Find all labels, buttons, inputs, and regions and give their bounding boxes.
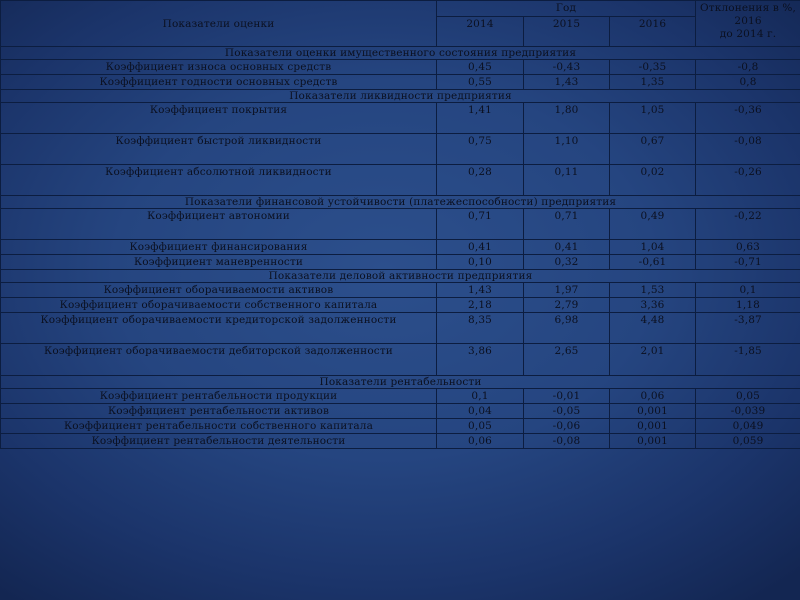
- indicator-name: Коэффициент рентабельности собственного капитала: [1, 419, 437, 434]
- table-row: [1, 344, 800, 376]
- table-row: [1, 60, 800, 75]
- value-2016: 0,06: [610, 389, 696, 404]
- value-deviation: 1,18: [696, 298, 800, 313]
- value-2014: 2,18: [437, 298, 524, 313]
- indicator-name: Коэффициент быстрой ликвидности: [1, 134, 437, 165]
- value-deviation: 0,059: [696, 434, 800, 449]
- section-title: Показатели оценки имущественного состояния предприятия: [1, 47, 800, 60]
- indicator-name: Коэффициент финансирования: [1, 240, 437, 255]
- table-body: [1, 1, 800, 449]
- value-2015: -0,06: [524, 419, 610, 434]
- value-2016: 1,04: [610, 240, 696, 255]
- indicator-name: Коэффициент маневренности: [1, 255, 437, 270]
- value-deviation: -0,26: [696, 165, 800, 196]
- value-2016: 2,01: [610, 344, 696, 376]
- value-2016: -0,61: [610, 255, 696, 270]
- header-year-2015: 2015: [524, 17, 610, 47]
- indicator-name: Коэффициент оборачиваемости дебиторской задолженности: [1, 344, 437, 376]
- value-2014: 1,43: [437, 283, 524, 298]
- section-row: [1, 196, 800, 209]
- table-row: [1, 283, 800, 298]
- table-row: [1, 389, 800, 404]
- value-deviation: 0,8: [696, 75, 800, 90]
- header-deviation: Отклонения в %, 2016 до 2014 г.: [696, 1, 800, 47]
- value-2016: 0,02: [610, 165, 696, 196]
- value-deviation: -0,71: [696, 255, 800, 270]
- value-2016: 0,67: [610, 134, 696, 165]
- value-deviation: -0,22: [696, 209, 800, 240]
- value-deviation: -0,36: [696, 103, 800, 134]
- value-2014: 0,10: [437, 255, 524, 270]
- value-2016: -0,35: [610, 60, 696, 75]
- value-2015: 0,41: [524, 240, 610, 255]
- value-2015: 2,65: [524, 344, 610, 376]
- value-2014: 3,86: [437, 344, 524, 376]
- value-2014: 0,55: [437, 75, 524, 90]
- value-deviation: -0,039: [696, 404, 800, 419]
- value-2014: 0,75: [437, 134, 524, 165]
- header-year: Год: [437, 1, 696, 17]
- header-indicators: Показатели оценки: [1, 1, 437, 47]
- section-title: Показатели рентабельности: [1, 376, 800, 389]
- table-row: [1, 165, 800, 196]
- indicator-name: Коэффициент рентабельности продукции: [1, 389, 437, 404]
- table-row: [1, 240, 800, 255]
- value-2014: 0,71: [437, 209, 524, 240]
- value-2014: 8,35: [437, 313, 524, 344]
- table-row: [1, 134, 800, 165]
- value-2014: 0,05: [437, 419, 524, 434]
- value-2016: 4,48: [610, 313, 696, 344]
- table-row: [1, 404, 800, 419]
- value-2016: 1,05: [610, 103, 696, 134]
- section-row: [1, 47, 800, 60]
- indicator-name: Коэффициент покрытия: [1, 103, 437, 134]
- indicator-name: Коэффициент автономии: [1, 209, 437, 240]
- table-row: [1, 255, 800, 270]
- value-2015: 2,79: [524, 298, 610, 313]
- value-2016: 0,001: [610, 404, 696, 419]
- value-2016: 1,35: [610, 75, 696, 90]
- value-2015: -0,43: [524, 60, 610, 75]
- value-2014: 0,45: [437, 60, 524, 75]
- header-row: [1, 1, 800, 17]
- value-deviation: -0,8: [696, 60, 800, 75]
- value-deviation: -1,85: [696, 344, 800, 376]
- value-2014: 0,41: [437, 240, 524, 255]
- value-2015: 1,97: [524, 283, 610, 298]
- value-2016: 0,001: [610, 434, 696, 449]
- section-title: Показатели финансовой устойчивости (платежеспособности) предприятия: [1, 196, 800, 209]
- header-year-2014: 2014: [437, 17, 524, 47]
- value-2015: 1,80: [524, 103, 610, 134]
- value-2015: -0,08: [524, 434, 610, 449]
- indicator-name: Коэффициент износа основных средств: [1, 60, 437, 75]
- value-2015: 1,10: [524, 134, 610, 165]
- value-2014: 0,28: [437, 165, 524, 196]
- section-row: [1, 90, 800, 103]
- value-2016: 1,53: [610, 283, 696, 298]
- value-2015: -0,01: [524, 389, 610, 404]
- value-deviation: 0,05: [696, 389, 800, 404]
- value-2015: 1,43: [524, 75, 610, 90]
- value-2016: 0,49: [610, 209, 696, 240]
- indicator-name: Коэффициент оборачиваемости кредиторской задолженности: [1, 313, 437, 344]
- table-row: [1, 434, 800, 449]
- value-2015: 6,98: [524, 313, 610, 344]
- value-2014: 1,41: [437, 103, 524, 134]
- indicator-name: Коэффициент абсолютной ликвидности: [1, 165, 437, 196]
- value-2015: 0,11: [524, 165, 610, 196]
- indicator-name: Коэффициент рентабельности деятельности: [1, 434, 437, 449]
- section-title: Показатели деловой активности предприятия: [1, 270, 800, 283]
- header-year-2016: 2016: [610, 17, 696, 47]
- table-row: [1, 103, 800, 134]
- section-row: [1, 270, 800, 283]
- section-title: Показатели ликвидности предприятия: [1, 90, 800, 103]
- table-row: [1, 313, 800, 344]
- table-row: [1, 419, 800, 434]
- value-deviation: 0,63: [696, 240, 800, 255]
- indicator-name: Коэффициент годности основных средств: [1, 75, 437, 90]
- table-row: [1, 75, 800, 90]
- value-deviation: 0,1: [696, 283, 800, 298]
- section-row: [1, 376, 800, 389]
- indicator-name: Коэффициент оборачиваемости собственного капитала: [1, 298, 437, 313]
- value-2014: 0,1: [437, 389, 524, 404]
- value-2015: 0,32: [524, 255, 610, 270]
- indicator-name: Коэффициент рентабельности активов: [1, 404, 437, 419]
- indicator-name: Коэффициент оборачиваемости активов: [1, 283, 437, 298]
- value-2014: 0,06: [437, 434, 524, 449]
- table-row: [1, 298, 800, 313]
- value-2014: 0,04: [437, 404, 524, 419]
- value-2015: -0,05: [524, 404, 610, 419]
- value-2015: 0,71: [524, 209, 610, 240]
- value-deviation: -0,08: [696, 134, 800, 165]
- value-2016: 3,36: [610, 298, 696, 313]
- table-row: [1, 209, 800, 240]
- value-deviation: 0,049: [696, 419, 800, 434]
- value-deviation: -3,87: [696, 313, 800, 344]
- value-2016: 0,001: [610, 419, 696, 434]
